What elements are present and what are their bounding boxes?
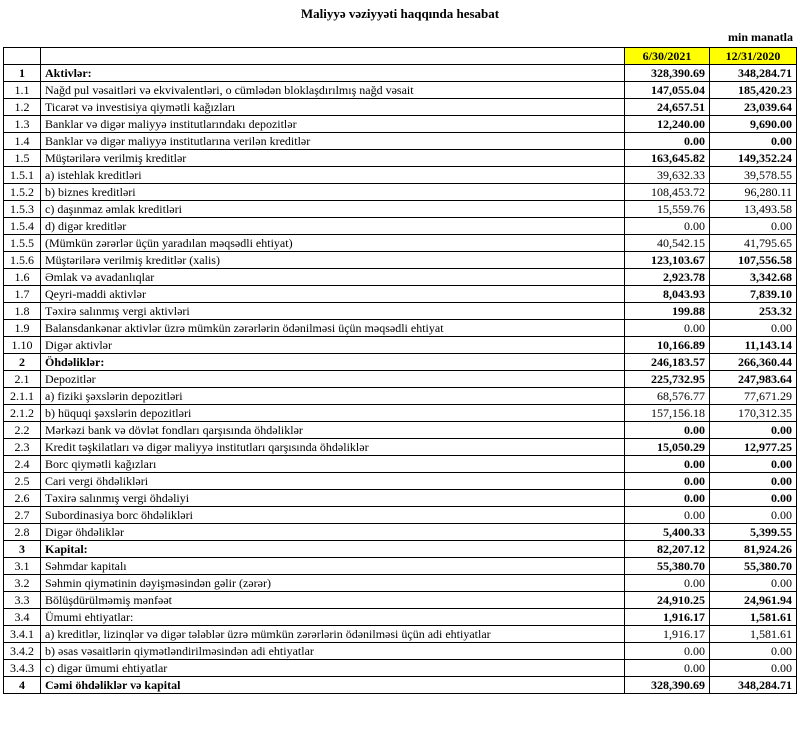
- value-current: 246,183.57: [625, 354, 710, 371]
- value-prior: 170,312.35: [710, 405, 797, 422]
- row-number: 1.10: [4, 337, 41, 354]
- row-number: 1.5.5: [4, 235, 41, 252]
- value-current: 10,166.89: [625, 337, 710, 354]
- row-number: 1.7: [4, 286, 41, 303]
- value-current: 0.00: [625, 456, 710, 473]
- table-row: [4, 320, 797, 337]
- value-current: 1,916.17: [625, 609, 710, 626]
- value-prior: 7,839.10: [710, 286, 797, 303]
- value-prior: 5,399.55: [710, 524, 797, 541]
- value-current: 163,645.82: [625, 150, 710, 167]
- value-current: 108,453.72: [625, 184, 710, 201]
- row-label: b) əsas vəsaitlərin qiymətləndirilməsindən adi ehtiyatlar: [41, 643, 625, 660]
- value-current: 39,632.33: [625, 167, 710, 184]
- value-current: 24,657.51: [625, 99, 710, 116]
- value-prior: 348,284.71: [710, 65, 797, 82]
- table-row: [4, 167, 797, 184]
- row-number: 2.7: [4, 507, 41, 524]
- row-label: Balansdankənar aktivlər üzrə mümkün zərərlərin ödənilməsi üçün məqsədli ehtiyat: [41, 320, 625, 337]
- table-row: [4, 65, 797, 82]
- value-current: 328,390.69: [625, 65, 710, 82]
- header-blank-label: [41, 48, 625, 65]
- table-row: [4, 235, 797, 252]
- value-prior: 348,284.71: [710, 677, 797, 694]
- value-prior: 0.00: [710, 218, 797, 235]
- financial-position-table: [3, 47, 797, 694]
- table-row: [4, 133, 797, 150]
- table-row: [4, 269, 797, 286]
- value-prior: 39,578.55: [710, 167, 797, 184]
- value-current: 8,043.93: [625, 286, 710, 303]
- table-row: [4, 558, 797, 575]
- table-row: [4, 609, 797, 626]
- value-current: 123,103.67: [625, 252, 710, 269]
- table-row: [4, 303, 797, 320]
- value-current: 1,916.17: [625, 626, 710, 643]
- row-label: Subordinasiya borc öhdəlikləri: [41, 507, 625, 524]
- row-label: Təxirə salınmış vergi aktivləri: [41, 303, 625, 320]
- value-prior: 185,420.23: [710, 82, 797, 99]
- table-row: [4, 252, 797, 269]
- table-row: [4, 286, 797, 303]
- value-current: 0.00: [625, 473, 710, 490]
- row-label: c) daşınmaz əmlak kreditləri: [41, 201, 625, 218]
- table-row: [4, 422, 797, 439]
- value-current: 225,732.95: [625, 371, 710, 388]
- row-number: 1.5.1: [4, 167, 41, 184]
- table-row: [4, 592, 797, 609]
- table-row: [4, 371, 797, 388]
- value-prior: 0.00: [710, 133, 797, 150]
- row-label: c) digər ümumi ehtiyatlar: [41, 660, 625, 677]
- value-prior: 9,690.00: [710, 116, 797, 133]
- value-prior: 41,795.65: [710, 235, 797, 252]
- value-current: 328,390.69: [625, 677, 710, 694]
- value-prior: 149,352.24: [710, 150, 797, 167]
- table-row: [4, 99, 797, 116]
- value-current: 2,923.78: [625, 269, 710, 286]
- value-prior: 12,977.25: [710, 439, 797, 456]
- table-row: [4, 660, 797, 677]
- value-current: 0.00: [625, 320, 710, 337]
- table-row: [4, 116, 797, 133]
- unit-note: min manatla: [727, 30, 793, 44]
- value-current: 55,380.70: [625, 558, 710, 575]
- row-number: 1.6: [4, 269, 41, 286]
- row-number: 3.4.3: [4, 660, 41, 677]
- table-row: [4, 524, 797, 541]
- row-number: 1.2: [4, 99, 41, 116]
- row-number: 3.4.1: [4, 626, 41, 643]
- row-number: 2.6: [4, 490, 41, 507]
- value-prior: 24,961.94: [710, 592, 797, 609]
- row-label: Kapital:: [41, 541, 625, 558]
- row-label: (Mümkün zərərlər üçün yaradılan məqsədli ehtiyat): [41, 235, 625, 252]
- value-prior: 11,143.14: [710, 337, 797, 354]
- row-label: Cari vergi öhdəlikləri: [41, 473, 625, 490]
- row-label: Müştərilərə verilmiş kreditlər: [41, 150, 625, 167]
- row-number: 2.1.2: [4, 405, 41, 422]
- value-prior: 55,380.70: [710, 558, 797, 575]
- header-date-current: 6/30/2021: [625, 48, 710, 65]
- value-prior: 0.00: [710, 456, 797, 473]
- value-prior: 96,280.11: [710, 184, 797, 201]
- page-title: Maliyyə vəziyyəti haqqında hesabat: [300, 6, 500, 21]
- value-prior: 0.00: [710, 490, 797, 507]
- table-row: [4, 82, 797, 99]
- value-current: 68,576.77: [625, 388, 710, 405]
- value-current: 40,542.15: [625, 235, 710, 252]
- row-number: 1.8: [4, 303, 41, 320]
- value-current: 199.88: [625, 303, 710, 320]
- table-row: [4, 456, 797, 473]
- row-number: 3.3: [4, 592, 41, 609]
- row-label: Banklar və digər maliyyə institutlarındakı depozitlər: [41, 116, 625, 133]
- value-prior: 247,983.64: [710, 371, 797, 388]
- row-label: Banklar və digər maliyyə institutlarına verilən kreditlər: [41, 133, 625, 150]
- row-number: 1.5.4: [4, 218, 41, 235]
- value-prior: 81,924.26: [710, 541, 797, 558]
- row-number: 2.4: [4, 456, 41, 473]
- row-label: Bölüşdürülməmiş mənfəət: [41, 592, 625, 609]
- row-label: Müştərilərə verilmiş kreditlər (xalis): [41, 252, 625, 269]
- value-prior: 107,556.58: [710, 252, 797, 269]
- row-label: Öhdəliklər:: [41, 354, 625, 371]
- row-number: 2.8: [4, 524, 41, 541]
- table-row: [4, 354, 797, 371]
- table-row: [4, 626, 797, 643]
- value-prior: 253.32: [710, 303, 797, 320]
- value-current: 147,055.04: [625, 82, 710, 99]
- row-label: Ümumi ehtiyatlar:: [41, 609, 625, 626]
- value-prior: 0.00: [710, 643, 797, 660]
- header-blank-number: [4, 48, 41, 65]
- value-current: 0.00: [625, 507, 710, 524]
- value-prior: 0.00: [710, 507, 797, 524]
- value-current: 15,050.29: [625, 439, 710, 456]
- value-prior: 1,581.61: [710, 626, 797, 643]
- row-number: 3.1: [4, 558, 41, 575]
- value-prior: 23,039.64: [710, 99, 797, 116]
- table-row: [4, 388, 797, 405]
- table-row: [4, 490, 797, 507]
- header-date-prior: 12/31/2020: [710, 48, 797, 65]
- table-row: [4, 405, 797, 422]
- row-number: 2.2: [4, 422, 41, 439]
- row-label: Digər öhdəliklər: [41, 524, 625, 541]
- value-prior: 77,671.29: [710, 388, 797, 405]
- value-current: 0.00: [625, 490, 710, 507]
- value-current: 0.00: [625, 422, 710, 439]
- value-prior: 0.00: [710, 320, 797, 337]
- value-prior: 13,493.58: [710, 201, 797, 218]
- row-label: Borc qiymətli kağızları: [41, 456, 625, 473]
- row-number: 1.5.3: [4, 201, 41, 218]
- row-number: 1.1: [4, 82, 41, 99]
- row-label: Ticarət və investisiya qiymətli kağızları: [41, 99, 625, 116]
- row-number: 1.4: [4, 133, 41, 150]
- row-number: 3: [4, 541, 41, 558]
- row-number: 3.4: [4, 609, 41, 626]
- row-label: a) istehlak kreditləri: [41, 167, 625, 184]
- row-label: Depozitlər: [41, 371, 625, 388]
- row-number: 1.9: [4, 320, 41, 337]
- table-row: [4, 201, 797, 218]
- table-row: [4, 439, 797, 456]
- value-current: 0.00: [625, 660, 710, 677]
- value-prior: 0.00: [710, 473, 797, 490]
- row-number: 1.3: [4, 116, 41, 133]
- row-label: Cəmi öhdəliklər və kapital: [41, 677, 625, 694]
- value-current: 5,400.33: [625, 524, 710, 541]
- row-label: Aktivlər:: [41, 65, 625, 82]
- row-label: Kredit təşkilatları və digər maliyyə institutları qarşısında öhdəliklər: [41, 439, 625, 456]
- table-row: [4, 150, 797, 167]
- value-prior: 3,342.68: [710, 269, 797, 286]
- value-prior: 1,581.61: [710, 609, 797, 626]
- value-prior: 0.00: [710, 422, 797, 439]
- value-current: 0.00: [625, 218, 710, 235]
- value-current: 15,559.76: [625, 201, 710, 218]
- row-label: d) digər kreditlər: [41, 218, 625, 235]
- row-number: 4: [4, 677, 41, 694]
- table-row: [4, 643, 797, 660]
- row-label: a) fiziki şəxslərin depozitləri: [41, 388, 625, 405]
- value-current: 12,240.00: [625, 116, 710, 133]
- row-number: 1.5.2: [4, 184, 41, 201]
- value-current: 157,156.18: [625, 405, 710, 422]
- row-number: 1.5.6: [4, 252, 41, 269]
- row-number: 2.5: [4, 473, 41, 490]
- row-label: Səhmin qiymətinin dəyişməsindən gəlir (zərər): [41, 575, 625, 592]
- value-current: 0.00: [625, 643, 710, 660]
- row-label: Təxirə salınmış vergi öhdəliyi: [41, 490, 625, 507]
- value-prior: 0.00: [710, 575, 797, 592]
- table-row: [4, 218, 797, 235]
- row-label: Digər aktivlər: [41, 337, 625, 354]
- row-label: b) hüquqi şəxslərin depozitləri: [41, 405, 625, 422]
- report-table-body: [4, 65, 797, 694]
- value-current: 0.00: [625, 575, 710, 592]
- table-row: [4, 507, 797, 524]
- row-label: Nağd pul vəsaitləri və ekvivalentləri, o cümlədən bloklaşdırılmış nağd vəsait: [41, 82, 625, 99]
- row-label: Qeyri-maddi aktivlər: [41, 286, 625, 303]
- value-current: 24,910.25: [625, 592, 710, 609]
- row-number: 1: [4, 65, 41, 82]
- value-current: 82,207.12: [625, 541, 710, 558]
- row-number: 3.4.2: [4, 643, 41, 660]
- row-label: Mərkəzi bank və dövlət fondları qarşısında öhdəliklər: [41, 422, 625, 439]
- value-current: 0.00: [625, 133, 710, 150]
- row-number: 2.1.1: [4, 388, 41, 405]
- value-prior: 266,360.44: [710, 354, 797, 371]
- table-row: [4, 677, 797, 694]
- row-number: 2.3: [4, 439, 41, 456]
- table-row: [4, 541, 797, 558]
- value-prior: 0.00: [710, 660, 797, 677]
- row-number: 3.2: [4, 575, 41, 592]
- table-row: [4, 184, 797, 201]
- row-label: Səhmdar kapitalı: [41, 558, 625, 575]
- row-number: 2: [4, 354, 41, 371]
- row-number: 1.5: [4, 150, 41, 167]
- table-row: [4, 575, 797, 592]
- row-label: a) kreditlər, lizinqlər və digər tələblər üzrə mümkün zərərlərin ödənilməsi üçün adi ehtiyatlar: [41, 626, 625, 643]
- row-label: b) biznes kreditləri: [41, 184, 625, 201]
- table-row: [4, 337, 797, 354]
- table-header-row: [4, 48, 797, 65]
- row-label: Əmlak və avadanlıqlar: [41, 269, 625, 286]
- table-row: [4, 473, 797, 490]
- row-number: 2.1: [4, 371, 41, 388]
